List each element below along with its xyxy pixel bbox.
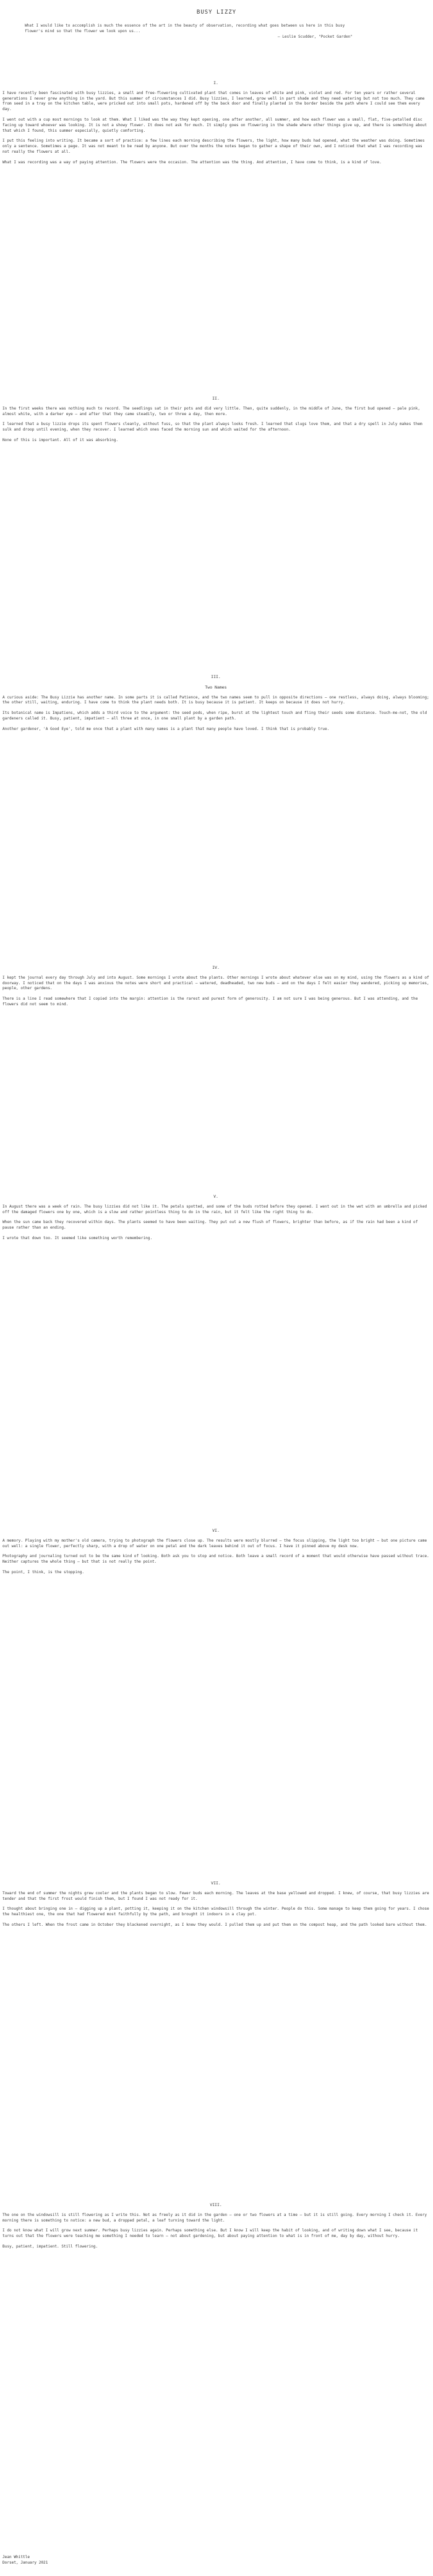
section-number: VII. [211,1881,221,1886]
paragraph: I wrote that down too. It seemed like something worth remembering. [2,1235,153,1240]
paragraph: Busy, patient, impatient. Still flowering. [2,2244,98,2249]
author-name: Jean Whittle [2,2555,30,2559]
paragraph: The others I left. When the frost came in October they blackened overnight, as I knew they would. I pulled them up and put them on the compost heap, and the path looked bare without them. [2,1922,427,1927]
section-number: IV. [212,965,220,970]
author-location-date: Dorset, January 2021 [2,2560,48,2565]
section-number: III. [211,674,221,679]
paragraph: In August there was a week of rain. The busy lizzies did not like it. The petals spotted, and some of the buds rotted before they opened. I went out in the wet with an umbrella and picked off the damaged flowers one by one, which is a slow and rather pointless thing to do in the rain, but it felt like the right thing to do. [2,1204,427,1214]
epigraph [25,24,353,40]
paragraph: Photography and journaling turned out to be the same kind of looking. Both ask you to stop and notice. Both leave a small record of a moment that would otherwise have passed without trace. Neither captures the whole thing — but that is not really the point. [2,1554,429,1565]
epigraph-text: What I would like to accomplish is much the essence of the art in the beauty of observation, recording what goes between us here in this busy flower's mind so that the flower we look upon us... [25,24,345,33]
section-5 [2,1194,429,1247]
paragraph: The point, I think, is the stopping. [2,1569,85,1574]
signature [2,2555,48,2566]
section-number: VIII. [210,2202,222,2207]
paragraph: I went out with a cup most mornings to look at them. What I liked was the way they kept opening, one after another, all summer, and how each flower was a small, flat, five-petalled disc facing up toward whoever was looking. It is not a showy flower. It does not ask for much. It simply goes on flowering in the shade where other things give up, and there is something about that which I found, this summer especially, quietly comforting. [2,117,427,133]
section-8 [2,2202,429,2255]
paragraph: I kept the journal every day through July and into August. Some mornings I wrote about the plants. Other mornings I wrote about whatever else was on my mind, using the flowers as a kind of doorway. I noticed that on the days I was anxious the notes were short and practical — watered, deadheaded, two new buds — and on the days I felt easier they wandered, picking up memories, people, other gardens. [2,975,429,991]
section-number: V. [213,1194,218,1199]
section-1 [2,80,429,171]
section-number: I. [213,80,218,85]
section-7 [2,1881,429,1933]
paragraph: I learned that a busy lizzie drops its spent flowers cleanly, without fuss, so that the plant always looks fresh. I learned that slugs love them, and that a dry spell in July makes them sulk and droop until evening, when they recover. I learned which ones faced the morning sun and which waited for the afternoon. [2,422,422,432]
section-number: VI. [212,1528,220,1533]
paragraph: In the first weeks there was nothing much to record. The seedlings sat in their pots and did very little. Then, quite suddenly, in the middle of June, the first bud opened — pale pink, almost white, with a darker eye — and after that they came steadily, two or three a day, then more. [2,406,421,416]
paragraph: A memory. Playing with my mother's old camera, trying to photograph the flowers close up. The results were mostly blurred — the focus slipping, the light too bright — but one picture came out well: a single flower, perfectly sharp, with a drop of water on one petal and the dark leaves behind it out of focus. I have it pinned above my desk now. [2,1538,427,1548]
paragraph: Toward the end of summer the nights grew cooler and the plants began to slow. Fewer buds each morning. The leaves at the base yellowed and dropped. I knew, of course, that busy lizzies are tender and that the first frost would finish them, but I found I was not ready for it. [2,1891,429,1901]
paragraph: I do not know what I will grow next summer. Perhaps busy lizzies again. Perhaps something else. But I know I will keep the habit of looking, and of writing down what I see, because it turns out that the flowers were teaching me something I needed to learn — not about gardening, but about paying attention to what is in front of me, day by day, without hurry. [2,2228,418,2239]
paragraph: When the sun came back they recovered within days. The plants seemed to have been waiting. They put out a new flush of flowers, brighter than before, as if the rain had been a kind of pause rather than an ending. [2,1220,418,1230]
paragraph: What I was recording was a way of paying attention. The flowers were the occasion. The attention was the thing. And attention, I have come to think, is a kind of love. [2,160,382,165]
epigraph-attribution: — Leslie Scudder, "Pocket Garden" [277,35,353,40]
paragraph: The one on the windowsill is still flowering as I write this. Not as freely as it did in the garden — one or two flowers at a time — but it is still going. Every morning I check it. Every morning there is something to notice: a new bud, a dropped petal, a leaf turning toward the light. [2,2212,427,2223]
section-4 [2,965,429,1013]
paragraph: A curious aside: The Busy Lizzie has another name. In some parts it is called Patience, and the two names seem to pull in opposite directions — one restless, always doing, always blooming; the other still, waiting, enduring. I have come to think the plant needs both. It is busy because it is patient. It keeps on because it does not hurry. [2,695,429,705]
paragraph: Its botanical name is Impatiens, which adds a third voice to the argument: the seed pods, when ripe, burst at the lightest touch and fling their seeds some distance. Touch-me-not, the old gardeners called it. Busy, patient, impatient — all three at once, in one small plant by a garden path. [2,711,427,721]
section-2 [2,396,429,449]
paragraph: I put this feeling into writing. It became a sort of practice: a few lines each morning describing the flowers, the light, how many buds had opened, what the weather was doing. Sometimes only a sentence. Sometimes a page. It was not meant to be read by anyone. But over the months the notes began to gather a shape of their own, and I noticed that what I was recording was not really the flowers at all. [2,139,425,154]
page-title: BUSY LIZZY [196,9,237,15]
paragraph: I thought about bringing one in — digging up a plant, potting it, keeping it on the kitchen windowsill through the winter. People do this. Some manage to keep them going for years. I chose the healthiest one, the one that had flowered most faithfully by the path, and brought it indoors in a clay pot. [2,1907,429,1917]
section-number: II. [212,396,220,401]
paragraph: None of this is important. All of it was absorbing. [2,437,119,442]
section-6 [2,1528,429,1581]
paragraph: Another gardener, 'A Good Eye', told me once that a plant with many names is a plant that many people have loved. I think that is probably true. [2,726,330,731]
paragraph: There is a line I read somewhere that I copied into the margin: attention is the rarest and purest form of generosity. I am not sure I was being generous. But I was attending, and the flowers did not seem to mind. [2,997,418,1007]
section-heading: Two Names [205,684,227,690]
paragraph: I have recently been fascinated with busy lizzies, a small and free-flowering cultivated plant that comes in leaves of white and pink, violet and red. For ten years or rather several generations I never grew anything in the yard. But this summer of circumstances I did. Busy lizzies, I learned, grow well in part shade and they need watering but not too much. They came from seed in a tray on the kitchen table, were pricked out into small pots, hardened off by the back door and finally planted in the border beside the path where I could see them every day. [2,90,425,112]
section-3 [2,674,429,737]
